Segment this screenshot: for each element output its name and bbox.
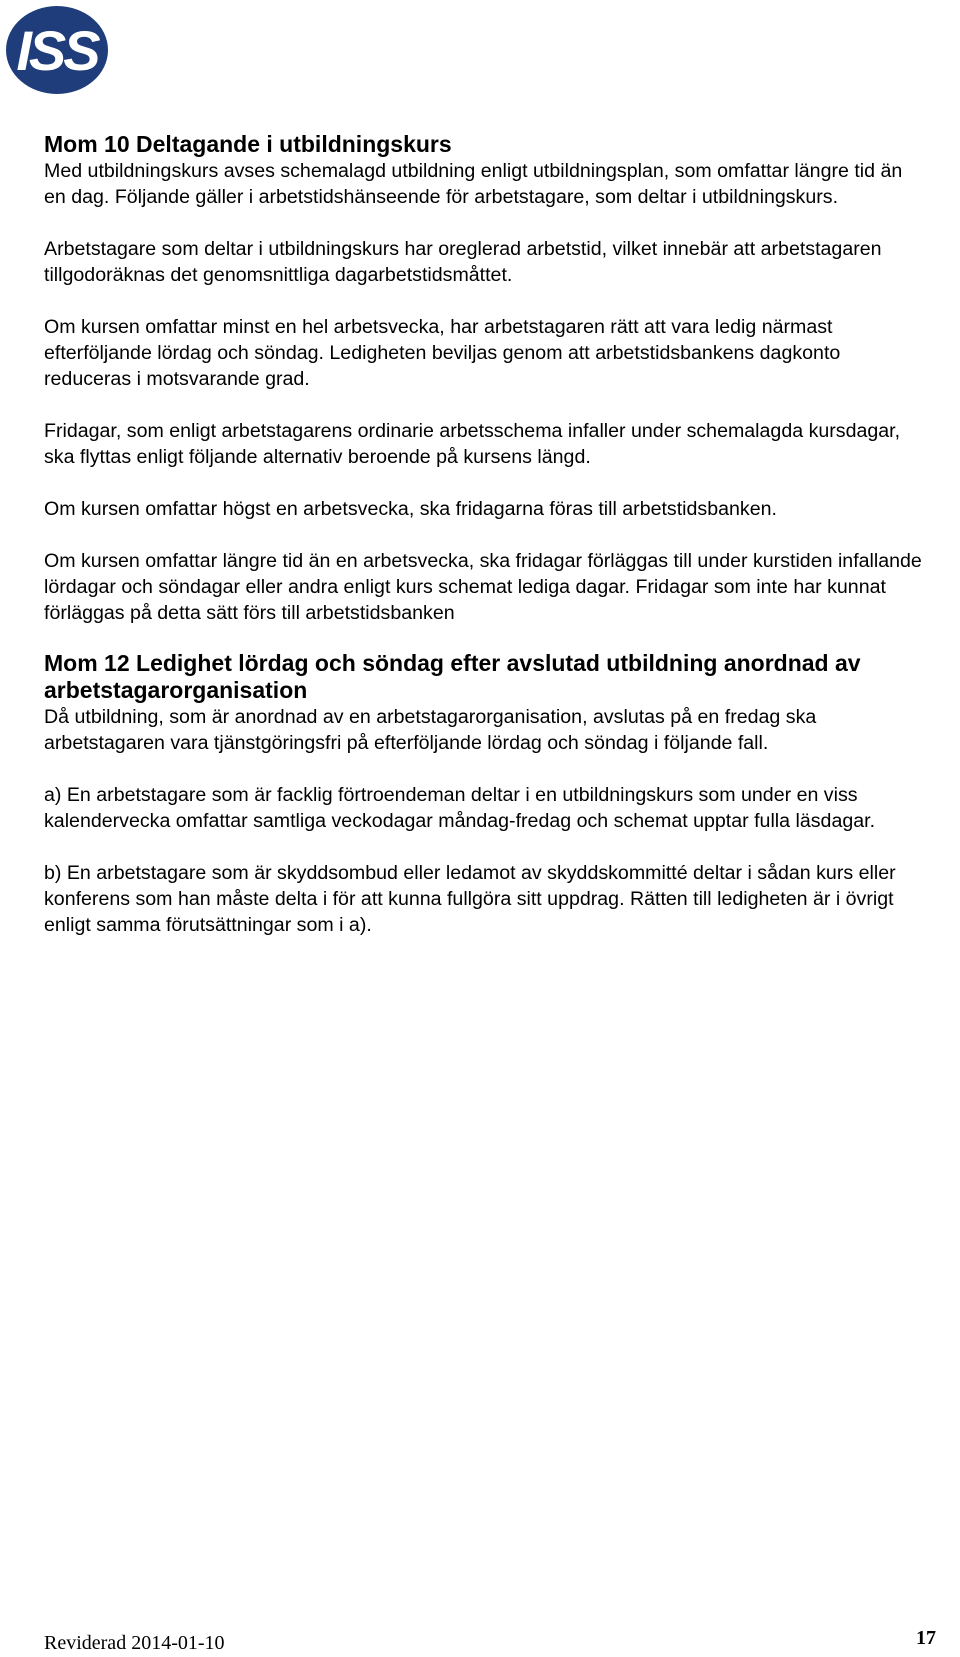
page-number: 17 bbox=[916, 1627, 936, 1649]
paragraph: Då utbildning, som är anordnad av en arbetstagarorganisation, avslutas på en fredag ska arbetstagaren vara tjänstgöringsfri på efterföljande lördag och söndag i följande fall. bbox=[44, 706, 817, 754]
paragraph: Med utbildningskurs avses schemalagd utbildning enligt utbildningsplan, som omfattar längre tid än en dag. Följande gäller i arbetstidshänseende för arbetstagare, som deltar i utbildningskurs. bbox=[44, 160, 903, 208]
paragraph: Om kursen omfattar längre tid än en arbetsvecka, ska fridagar förläggas till under kurstiden infallande lördagar och söndagar eller andra enligt kurs schemat lediga dagar. Fridagar som inte har kunnat förläggas på detta sätt förs till arbetstidsbanken bbox=[44, 550, 922, 624]
section-heading-mom-10: Mom 10 Deltagande i utbildningskurs bbox=[44, 131, 452, 157]
paragraph: Fridagar, som enligt arbetstagarens ordinarie arbetsschema infaller under schemalagda kursdagar, ska flyttas enligt följande alternativ beroende på kursens längd. bbox=[44, 420, 901, 468]
list-item-b: b) En arbetstagare som är skyddsombud eller ledamot av skyddskommitté deltar i sådan kurs eller konferens som han måste delta i för att kunna fullgöra sitt uppdrag. Rätten till ledigheten är i övrigt enligt samma förutsättningar som i a). bbox=[44, 862, 896, 936]
list-item-a: a) En arbetstagare som är facklig förtroendeman deltar i en utbildningskurs som under en viss kalendervecka omfattar samtliga veckodagar måndag-fredag och schemat upptar fulla läsdagar. bbox=[44, 784, 876, 832]
paragraph: Om kursen omfattar högst en arbetsvecka, ska fridagarna föras till arbetstidsbanken. bbox=[44, 498, 777, 520]
section-heading-mom-12: Mom 12 Ledighet lördag och söndag efter avslutad utbildning anordnad av arbetstagarorganisation bbox=[44, 650, 861, 703]
paragraph: Arbetstagare som deltar i utbildningskurs har oreglerad arbetstid, vilket innebär att arbetstagaren tillgodoräknas det genomsnittliga dagarbetstidsmåttet. bbox=[44, 238, 882, 286]
iss-logo bbox=[4, 4, 110, 96]
document-body bbox=[44, 131, 924, 938]
svg-text:ISS: ISS bbox=[16, 19, 98, 82]
paragraph: Om kursen omfattar minst en hel arbetsvecka, har arbetstagaren rätt att vara ledig närmast efterföljande lördag och söndag. Ledigheten beviljas genom att arbetstidsbankens dagkonto reduceras i motsvarande grad. bbox=[44, 316, 841, 390]
revision-date: Reviderad 2014-01-10 bbox=[44, 1632, 225, 1654]
